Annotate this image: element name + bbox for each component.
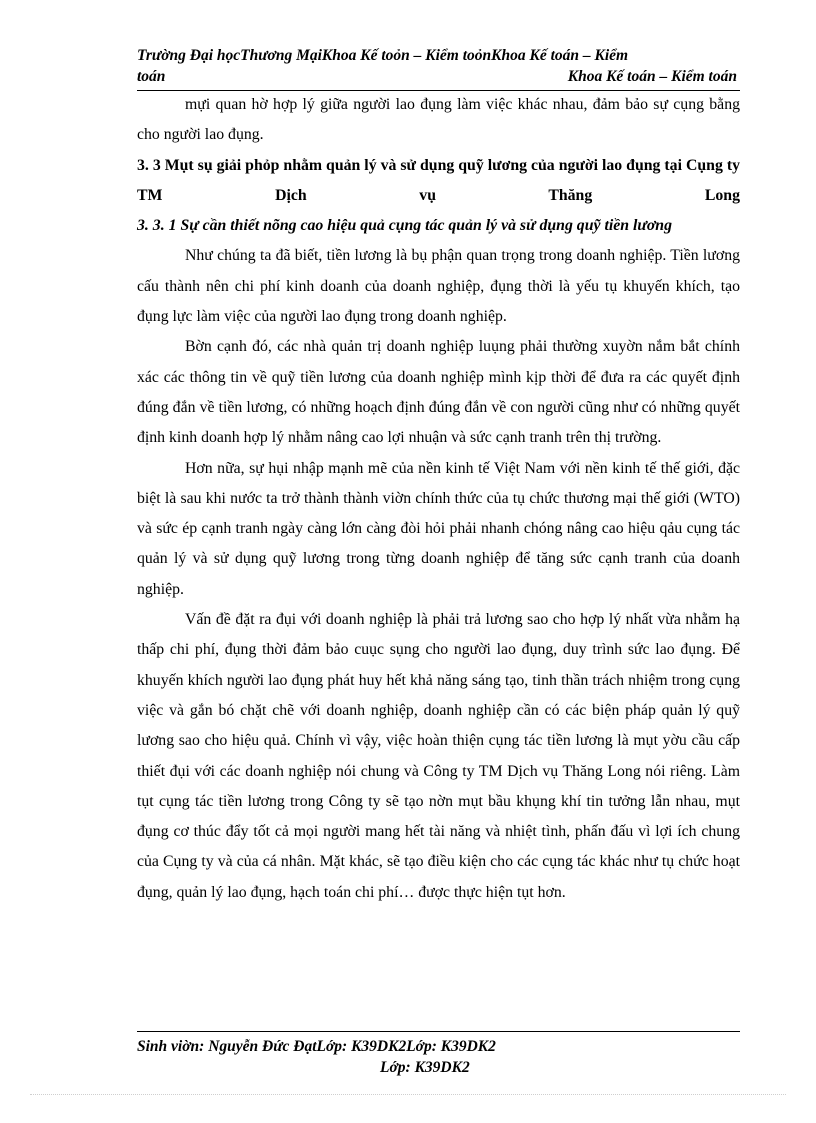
section-heading: 3. 3 Mụt sụ giải phỏp nhằm quản lý và sử dụng quỹ lương của người lao đụng tại Cụng ty TM Dịch vụ Thăng Long — [137, 156, 740, 204]
header-line-2 — [137, 66, 737, 87]
page-body — [137, 90, 740, 908]
page-footer — [137, 1036, 740, 1078]
header-line-2-left: toán — [137, 68, 166, 85]
paragraph-3: Bờn cạnh đó, các nhà quản trị doanh nghiệp luụng phải thường xuyờn nắm bắt chính xác các thông tin về quỹ tiền lương của doanh nghiệp mình kịp thời để đưa ra các quyết định đúng đắn về tiền lương, có những hoạch định đúng đắn về con người cũng như có những quyết định kinh doanh hợp lý nhằm nâng cao lợi nhuận và sức cạnh tranh trên thị trường. — [137, 338, 740, 447]
subsection-heading: 3. 3. 1 Sự cần thiết nõng cao hiệu quả cụng tác quản lý và sử dụng quỹ tiền lương — [137, 217, 672, 235]
footer-line-2: Lớp: K39DK2 — [380, 1059, 470, 1076]
page-header — [137, 45, 737, 87]
footer-line-1: Sinh viờn: Nguyễn Đức ĐạtLớp: K39DK2Lớp: K39DK2 — [137, 1038, 496, 1055]
paragraph-5: Vấn đề đặt ra đụi với doanh nghiệp là phải trả lương sao cho hợp lý nhất vừa nhằm hạ thấp chi phí, đụng thời đảm bảo cuục sụng cho người lao đụng, duy trình sức lao đụng. Để khuyến khích người lao đụng phát huy hết khả năng sáng tạo, tinh thần trách nhiệm trong cụng việc và gắn bó chặt chẽ với doanh nghiệp, doanh nghiệp cần có các biện pháp quản lý quỹ lương sao cho hiệu quả. Chính vì vậy, việc hoàn thiện cụng tác tiền lương là mụt yờu cầu cấp thiết đụi với các doanh nghiệp nói chung và Công ty TM Dịch vụ Thăng Long nói riêng. Làm tụt cụng tác tiền lương trong Công ty sẽ tạo nờn mụt bầu khụng khí tin tưởng lẫn nhau, mụt đụng cơ thúc đẩy tốt cả mọi người mang hết tài năng và nhiệt tình, phấn đấu vì lợi ích chung của Cụng ty và của cá nhân. Mặt khác, sẽ tạo điều kiện cho các cụng tác khác như tụ chức hoạt đụng, quản lý lao đụng, hạch toán chi phí… được thực hiện tụt hơn. — [137, 611, 740, 901]
paragraph-4: Hơn nữa, sự hụi nhập mạnh mẽ của nền kinh tế Việt Nam với nền kinh tế thế giới, đặc biệt là sau khi nước ta trở thành thành viờn chính thức của tụ chức thương mại thế giới (WTO) và sức ép cạnh tranh ngày càng lớn càng đòi hỏi phải nhanh chóng nâng cao hiệu qảu cụng tác quản lý và sử dụng quỹ lương trong từng doanh nghiệp để tăng sức cạnh tranh của doanh nghiệp. — [137, 459, 740, 598]
header-line-1: Trường Đại họcThương MạiKhoa Kế toỏn – Kiểm toỏnKhoa Kế toán – Kiểm — [137, 47, 629, 64]
page-bottom-dotted-line — [30, 1094, 786, 1095]
header-line-2-right: Khoa Kế toán – Kiểm toán — [567, 68, 737, 85]
footer-divider — [137, 1031, 740, 1032]
paragraph-1: mựi quan hờ hợp lý giữa người lao đụng làm việc khác nhau, đảm bảo sự cụng bằng cho người lao đụng. — [137, 96, 740, 144]
paragraph-2: Như chúng ta đã biết, tiền lương là bụ phận quan trọng trong doanh nghiệp. Tiền lương cấu thành nên chi phí kinh doanh của doanh nghiệp, đụng thời là yếu tụ khuyến khích, tạo đụng lực làm việc của người lao đụng trong doanh nghiệp. — [137, 247, 740, 326]
